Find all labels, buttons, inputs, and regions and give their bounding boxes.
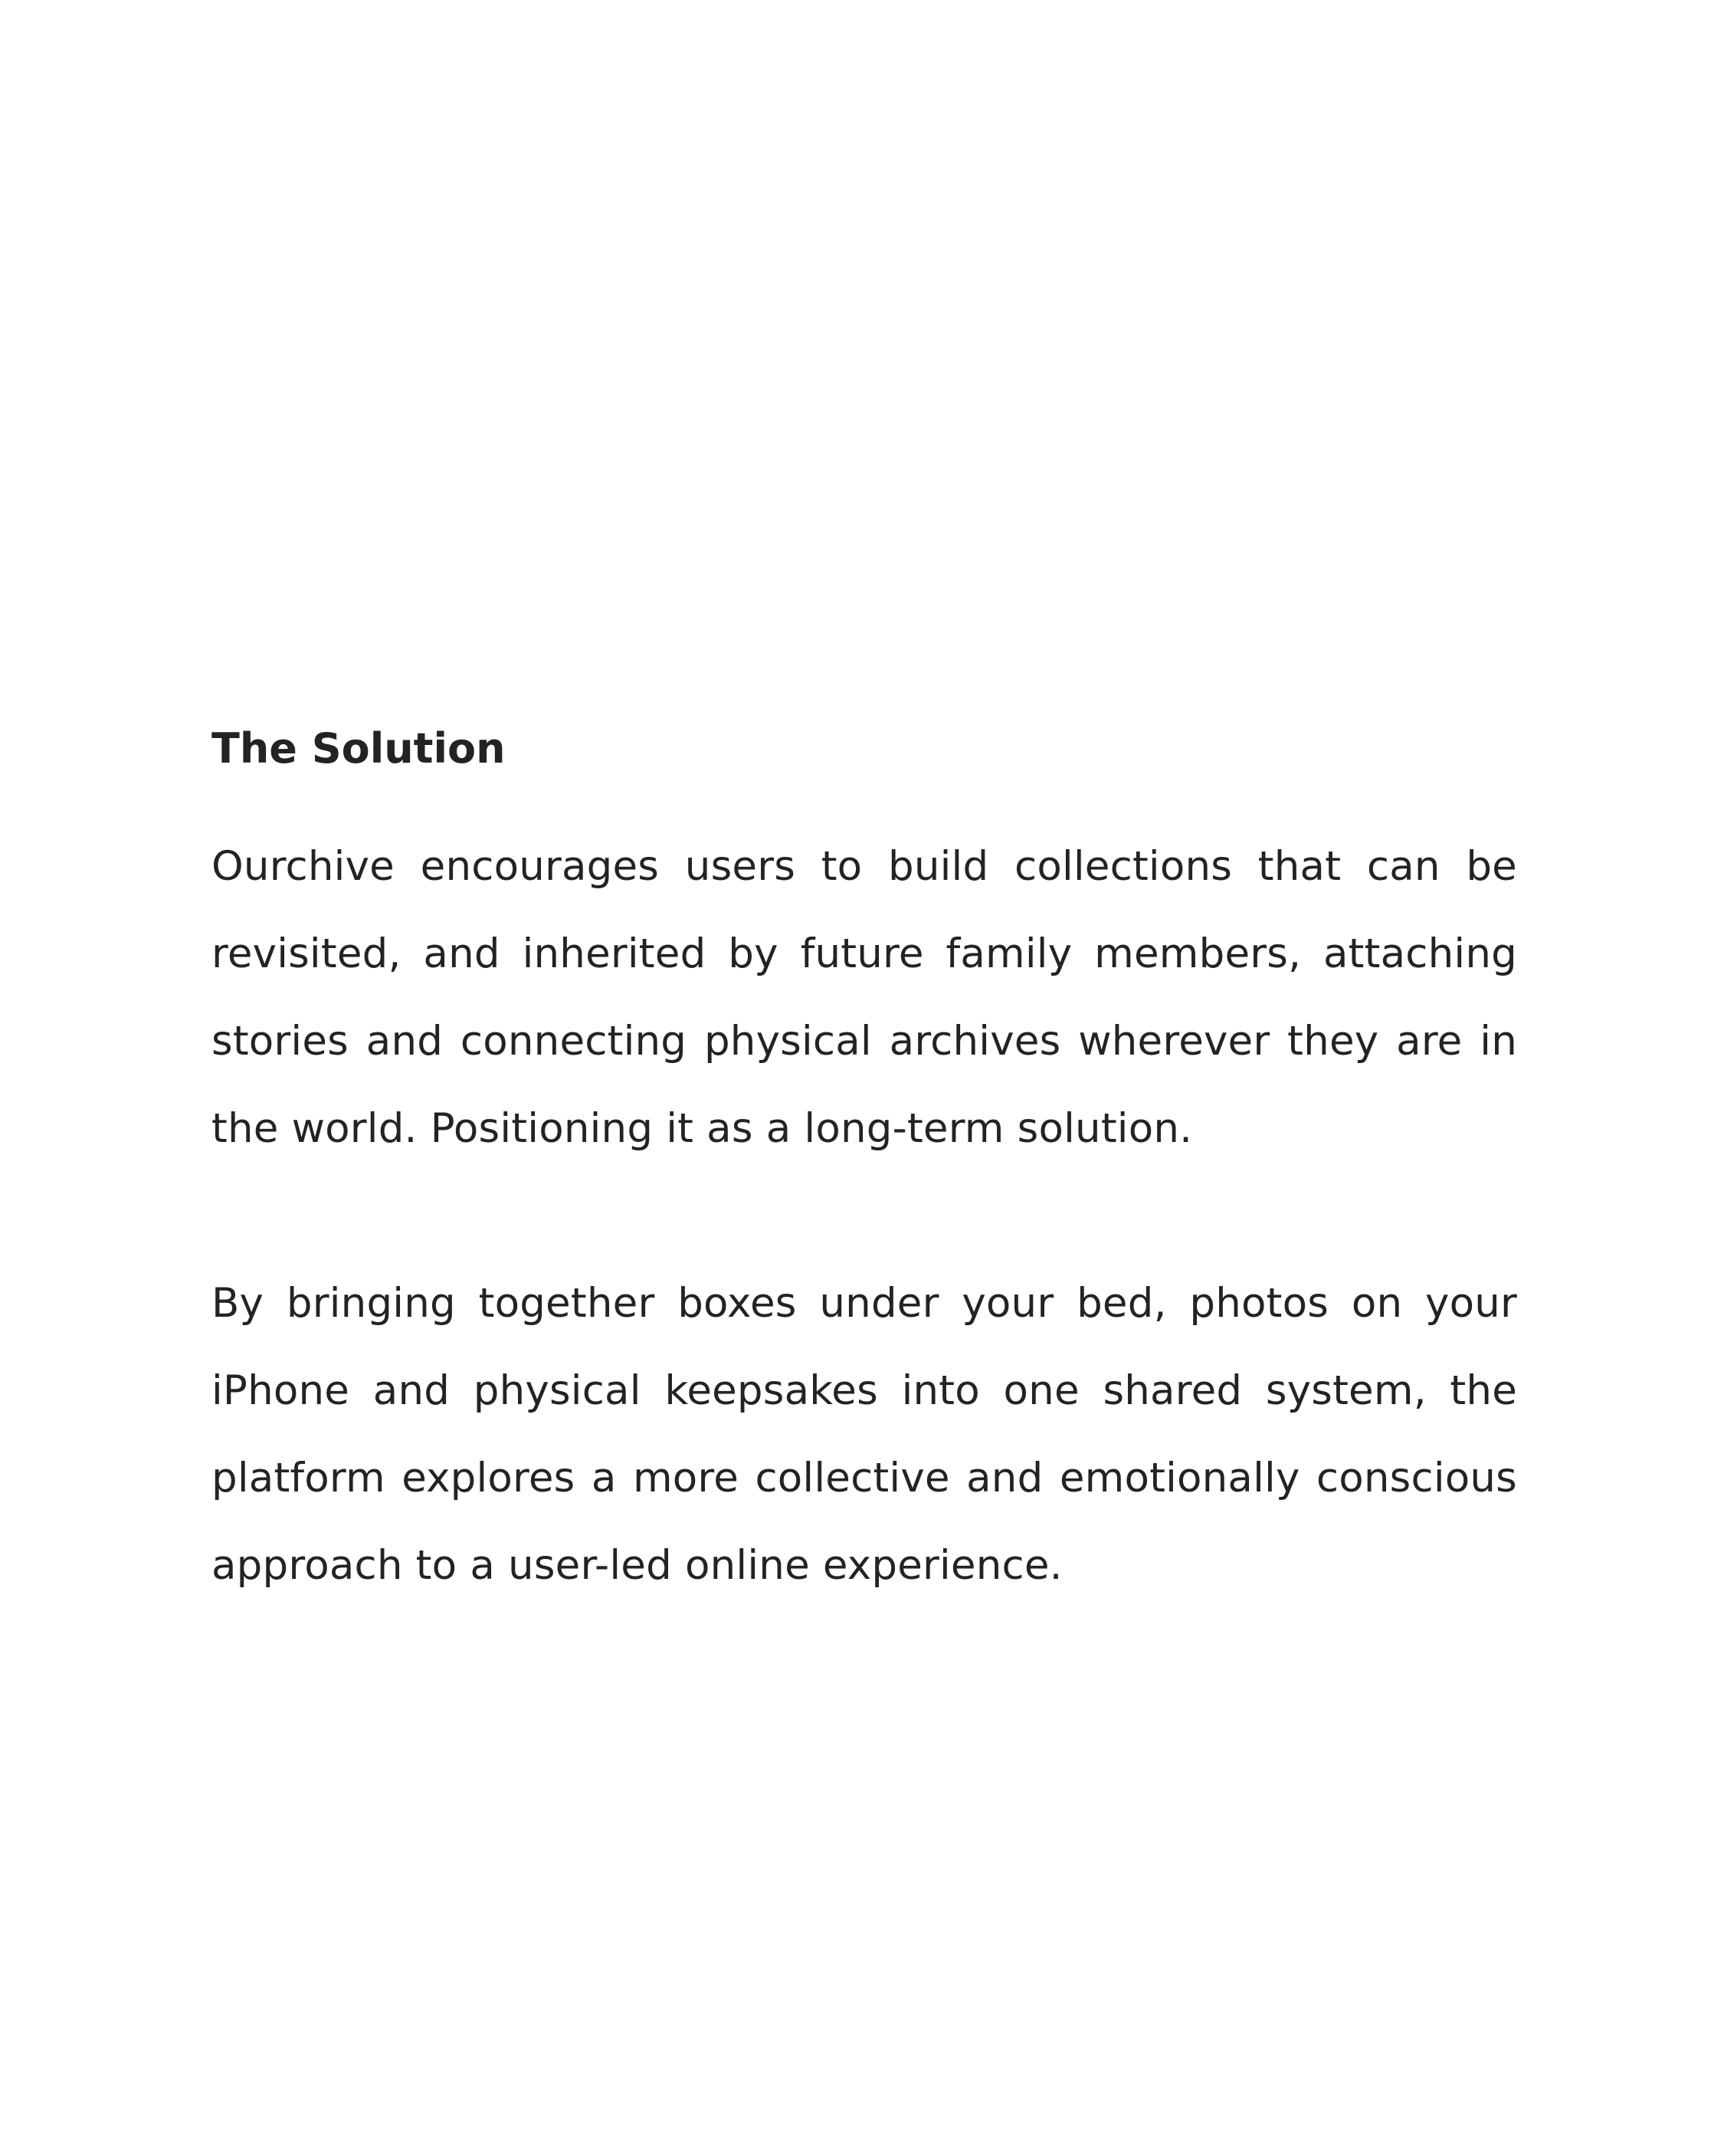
- text-block: [211, 724, 1517, 1610]
- body-paragraph: Ourchive encourages users to build collections that can be revisited, and inherited by future family members, attaching stories and connecting physical archives wherever they are in the world. Positioning it as a long-term solution.: [211, 842, 1517, 1152]
- section-heading: The Solution: [211, 724, 506, 773]
- body-paragraph: By bringing together boxes under your bed, photos on your iPhone and physical keepsakes into one shared system, the platform explores a more collective and emotionally conscious approach to a user-led online experience.: [211, 1279, 1517, 1589]
